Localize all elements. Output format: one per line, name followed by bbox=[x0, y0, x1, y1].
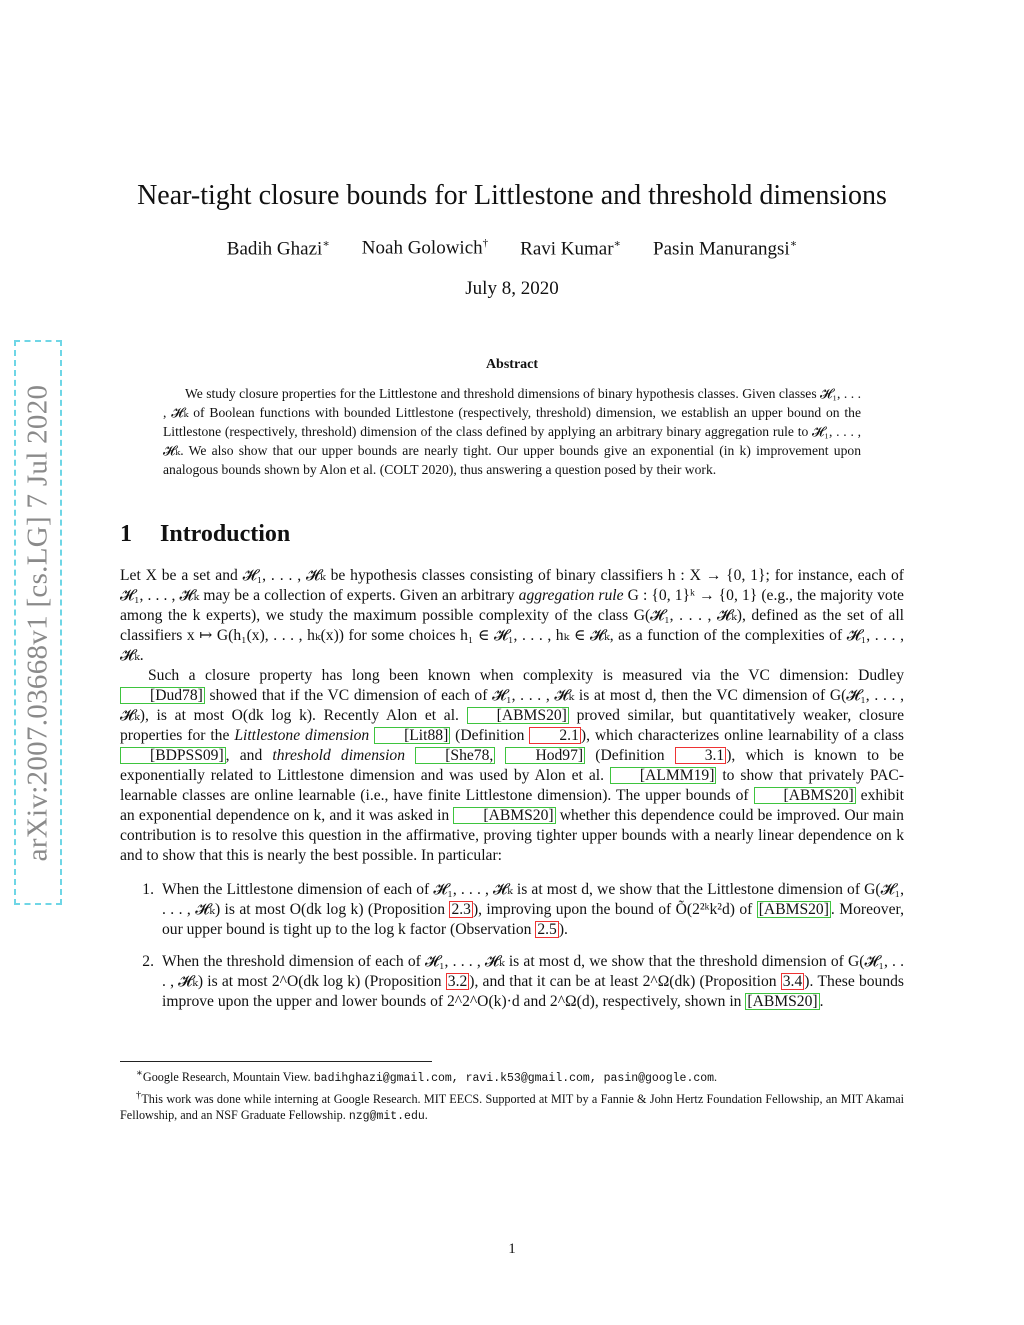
citation-link[interactable]: [ABMS20] bbox=[467, 707, 569, 724]
author bbox=[653, 237, 797, 260]
text-run: . Moreover, our upper bound is tight up to the log k factor (Observation bbox=[162, 901, 904, 938]
footnote-text: This work was done while interning at Google Research. MIT EECS. Supported at MIT by a Fannie & John Hertz Foundation Fellowship, an MIT Akamai Fellowship, and an NSF Graduate Fellowship. bbox=[120, 1092, 905, 1123]
text-run: ), which characterizes online learnability of a class bbox=[580, 727, 905, 744]
text-run: When the threshold dimension of each of 𝓗₁, . . . , 𝓗ₖ is at most d, we show that the threshold dimension of G(𝓗₁, . . . , 𝓗ₖ) is at most 2^O(dk log k) (Proposition bbox=[162, 953, 904, 990]
proposition-link[interactable]: 3.2 bbox=[447, 973, 468, 990]
author-name: Noah Golowich bbox=[361, 237, 483, 259]
section-title: Introduction bbox=[160, 521, 291, 547]
list-item bbox=[120, 952, 904, 1012]
text-run: (Definition bbox=[585, 747, 675, 764]
text-run: exhibit an exponential dependence on k, and it was asked in bbox=[120, 787, 904, 824]
author-name: Badih Ghazi bbox=[226, 238, 323, 260]
citation-link[interactable]: [ABMS20] bbox=[747, 993, 818, 1010]
emphasis-term: aggregation rule bbox=[518, 587, 624, 604]
list-marker: 2. bbox=[142, 953, 154, 970]
footnote-mark: † bbox=[136, 1090, 142, 1102]
list-item-text bbox=[162, 880, 904, 940]
author-emails[interactable]: badihghazi@gmail.com, ravi.k53@gmail.com, pasin@google.com bbox=[313, 1072, 715, 1086]
observation-link[interactable]: 2.5 bbox=[537, 921, 557, 938]
text-run: ). These bounds improve upon the upper and lower bounds of 2^2^O(k)·d and 2^Ω(d), respectively, shown in bbox=[162, 973, 904, 1010]
text-run: (Definition bbox=[450, 727, 530, 744]
text-run bbox=[495, 747, 505, 764]
citation-link[interactable]: [ABMS20] bbox=[754, 787, 856, 804]
text-run: , and bbox=[225, 747, 273, 764]
list-marker: 1. bbox=[142, 881, 154, 898]
emphasis-term: threshold dimension bbox=[272, 747, 406, 764]
text-run: ). bbox=[558, 921, 568, 938]
text-run: ), which is known to be exponentially related to Littlestone dimension and was used by Alon et al. bbox=[120, 747, 904, 784]
author bbox=[227, 237, 330, 260]
footnote-text: Google Research, Mountain View. bbox=[142, 1070, 314, 1085]
footnotes bbox=[120, 1066, 904, 1126]
citation-link[interactable]: [Lit88] bbox=[374, 727, 450, 744]
footnote-mark: ∗ bbox=[136, 1068, 143, 1079]
text-run: . bbox=[819, 993, 824, 1010]
text-run: . bbox=[424, 1108, 428, 1123]
author bbox=[520, 237, 621, 260]
list-item bbox=[120, 880, 904, 940]
text-run: whether this dependence could be improved. Our main contribution is to resolve this question in the affirmative, proving tighter upper bounds with a nearly linear dependence on k and to show that this is nearly the best possible. In particular: bbox=[120, 807, 904, 864]
author-list bbox=[0, 237, 1024, 260]
intro-paragraph bbox=[120, 566, 904, 666]
author-affiliation-mark[interactable]: ∗ bbox=[789, 238, 798, 250]
text-run: ), improving upon the bound of Õ(2²ᵏk²d) of bbox=[472, 901, 757, 918]
abstract-heading: Abstract bbox=[485, 357, 539, 372]
citation-link[interactable]: [ABMS20] bbox=[453, 807, 555, 824]
definition-link[interactable]: 3.1 bbox=[675, 747, 727, 764]
abstract-text: We study closure properties for the Littlestone and threshold dimensions of binary hypothesis classes. Given classes 𝓗₁, . . . , 𝓗ₖ of Boolean functions with bounded Littlestone (respectively, threshold) dimension, we establish an upper bound on the Littlestone (respectively, threshold) dimension of the class defined by applying an arbitrary binary aggregation rule to 𝓗₁, . . . , 𝓗ₖ. We also show that our upper bounds are nearly tight. Our upper bounds give an exponential (in k) improvement upon analogous bounds shown by Alon et al. (COLT 2020), thus answering a question posed by their work. bbox=[163, 386, 861, 477]
citation-link[interactable]: Hod97] bbox=[505, 747, 585, 764]
text-run: . bbox=[714, 1070, 718, 1085]
intro-paragraph bbox=[120, 666, 904, 866]
text-run: showed that if the VC dimension of each of 𝓗₁, . . . , 𝓗ₖ is at most d, then the VC dimension of G(𝓗₁, . . . , 𝓗ₖ), is at most O(dk log k). Recently Alon et al. bbox=[120, 687, 904, 724]
text-run: to show that privately PAC-learnable classes are online learnable (i.e., have finite Littlestone dimension). The upper bounds of bbox=[120, 767, 905, 804]
text-run: Such a closure property has long been known when complexity is measured via the VC dimension: Dudley bbox=[148, 667, 904, 684]
author-affiliation-mark[interactable]: ∗ bbox=[613, 238, 622, 250]
paper-title: Near-tight closure bounds for Littlestone and threshold dimensions bbox=[137, 180, 887, 211]
citation-link[interactable]: [ABMS20] bbox=[758, 901, 829, 918]
author-affiliation-mark[interactable]: ∗ bbox=[322, 238, 330, 250]
author-name: Pasin Manurangsi bbox=[653, 238, 790, 260]
citation-link[interactable]: [She78, bbox=[415, 747, 495, 764]
contribution-list bbox=[120, 880, 904, 1012]
text-run: When the Littlestone dimension of each of 𝓗₁, . . . , 𝓗ₖ is at most d, we show that the Littlestone dimension of G(𝓗₁, . . . , 𝓗ₖ) is at most O(dk log k) (Proposition bbox=[162, 881, 904, 918]
page-number: 1 bbox=[508, 1241, 516, 1257]
publication-date: July 8, 2020 bbox=[465, 278, 559, 299]
author-name: Ravi Kumar bbox=[520, 238, 614, 260]
text-run: ), and that it can be at least 2^Ω(dk) (Proposition bbox=[469, 973, 781, 990]
section-number: 1 bbox=[120, 521, 132, 547]
arxiv-identifier-stamp[interactable] bbox=[14, 340, 62, 905]
citation-link[interactable]: [ALMM19] bbox=[610, 767, 717, 784]
footnote bbox=[120, 1066, 904, 1087]
list-item-text bbox=[162, 952, 904, 1012]
proposition-link[interactable]: 2.3 bbox=[451, 901, 471, 918]
text-run: Let X be a set and 𝓗₁, . . . , 𝓗ₖ be hypothesis classes consisting of binary classifiers h : X → {0, 1}; for instance, each of 𝓗₁, . . . , 𝓗ₖ may be a collection of experts. Given an arbitrary bbox=[120, 567, 904, 604]
footnote bbox=[120, 1088, 904, 1125]
arxiv-identifier-text: arXiv:2007.03668v1 [cs.LG] 7 Jul 2020 bbox=[21, 384, 54, 861]
author bbox=[362, 237, 488, 260]
text-run: proved similar, but quantitatively weaker, closure properties for the bbox=[120, 707, 904, 744]
footnote-divider bbox=[120, 1061, 432, 1062]
definition-link[interactable]: 2.1 bbox=[529, 727, 581, 744]
citation-link[interactable]: [Dud78] bbox=[120, 687, 205, 704]
introduction-body bbox=[120, 566, 904, 1024]
section-heading bbox=[120, 521, 290, 548]
proposition-link[interactable]: 3.4 bbox=[782, 973, 803, 990]
text-run bbox=[405, 747, 415, 764]
emphasis-term: Littlestone dimension bbox=[234, 727, 370, 744]
author-affiliation-mark[interactable]: † bbox=[482, 237, 489, 249]
text-run: G : {0, 1}ᵏ → {0, 1} (e.g., the majority vote among the k experts), we study the maximum possible complexity of the class G(𝓗₁, . . . , 𝓗ₖ), defined as the set of all classifiers x ↦ G(h₁(x), . . . , hₖ(x)) for some choices h₁ ∈ 𝓗₁, . . . , hₖ ∈ 𝓗ₖ, as a function of the complexities of 𝓗₁, . . . , 𝓗ₖ. bbox=[120, 587, 904, 664]
author-emails[interactable]: nzg@mit.edu bbox=[348, 1110, 425, 1124]
citation-link[interactable]: [BDPSS09] bbox=[120, 747, 226, 764]
